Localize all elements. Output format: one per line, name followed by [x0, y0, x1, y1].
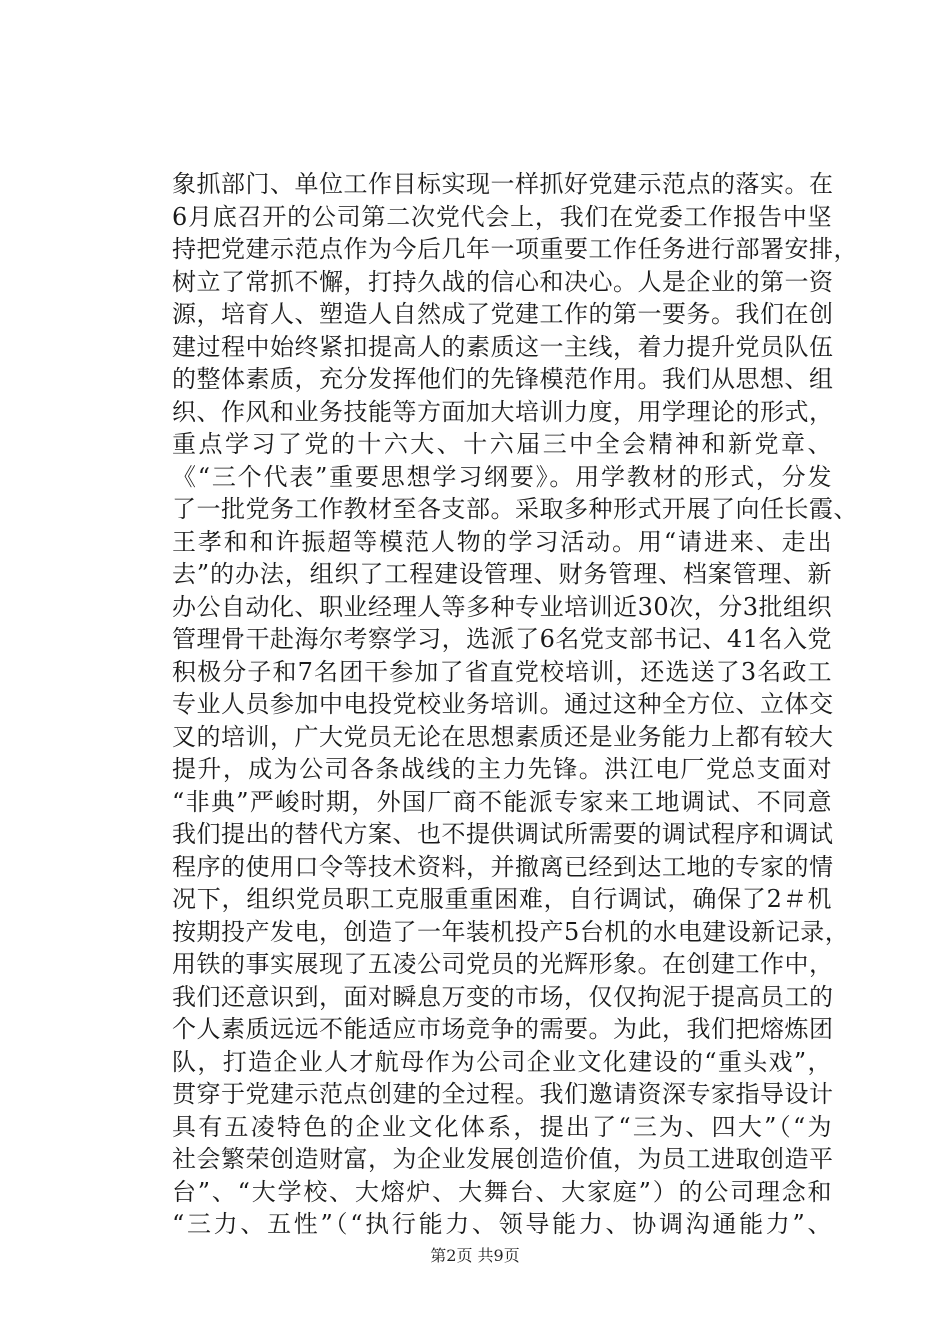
text-line: 况下，组织党员职工克服重重困难，自行调试，确保了2＃机 [172, 885, 832, 913]
text-line: 按期投产发电，创造了一年装机投产5台机的水电建设新记录， [172, 917, 850, 946]
text-line: 6月底召开的公司第二次党代会上，我们在党委工作报告中坚 [172, 202, 832, 231]
page-number-indicator: 第2页 共9页 [430, 1246, 520, 1265]
text-line: 办公自动化、职业经理人等多种专业培训近30次，分3批组织 [172, 592, 832, 621]
text-line: 社会繁荣创造财富，为企业发展创造价值，为员工进取创造平 [172, 1145, 834, 1173]
text-line: 积极分子和7名团干参加了省直党校培训，还选送了3名政工 [172, 657, 832, 686]
text-line: 具有五凌特色的企业文化体系，提出了“三为、四大”（“为 [172, 1112, 832, 1141]
text-line: 程序的使用口令等技术资料，并撤离已经到达工地的专家的情 [172, 852, 834, 881]
text-line: 去”的办法，组织了工程建设管理、财务管理、档案管理、新 [172, 560, 832, 588]
text-line: “非典”严峻时期，外国厂商不能派专家来工地调试、不同意 [172, 787, 832, 816]
text-line: 台”、“大学校、大熔炉、大舞台、大家庭”）的公司理念和 [172, 1177, 832, 1206]
text-line: 《“三个代表”重要思想学习纲要》。用学教材的形式，分发 [172, 462, 832, 491]
text-line: 叉的培训，广大党员无论在思想素质还是业务能力上都有较大 [172, 722, 834, 751]
text-line: 王孝和和许振超等模范人物的学习活动。用“请进来、走出 [172, 527, 832, 556]
text-line: 源，培育人、塑造人自然成了党建工作的第一要务。我们在创 [172, 300, 834, 328]
text-line: 树立了常抓不懈，打持久战的信心和决心。人是企业的第一资 [172, 267, 834, 296]
body-paragraph [172, 168, 858, 1241]
text-line: 贯穿于党建示范点创建的全过程。我们邀请资深专家指导设计 [172, 1080, 834, 1108]
text-line: 了一批党务工作教材至各支部。采取多种形式开展了向任长霞、 [172, 495, 858, 523]
text-line: “三力、五性”（“执行能力、领导能力、协调沟通能力”、 [172, 1210, 832, 1238]
text-line: 重点学习了党的十六大、十六届三中全会精神和新党章、 [172, 430, 832, 458]
text-line: 织、作风和业务技能等方面加大培训力度，用学理论的形式， [172, 397, 834, 426]
text-line: 我们还意识到，面对瞬息万变的市场，仅仅拘泥于提高员工的 [172, 982, 834, 1011]
text-line: 的整体素质，充分发挥他们的先锋模范作用。我们从思想、组 [172, 365, 834, 393]
text-line: 队，打造企业人才航母作为公司企业文化建设的“重头戏”， [172, 1047, 832, 1076]
page-footer [0, 1245, 950, 1267]
text-line: 用铁的事实展现了五凌公司党员的光辉形象。在创建工作中， [172, 950, 834, 978]
text-line: 建过程中始终紧扣提高人的素质这一主线，着力提升党员队伍 [172, 332, 834, 361]
text-line: 象抓部门、单位工作目标实现一样抓好党建示范点的落实。在 [172, 170, 834, 198]
text-line: 个人素质远远不能适应市场竞争的需要。为此，我们把熔炼团 [172, 1015, 834, 1043]
text-line: 管理骨干赴海尔考察学习，选派了6名党支部书记、41名入党 [172, 625, 832, 653]
text-line: 我们提出的替代方案、也不提供调试所需要的调试程序和调试 [172, 820, 834, 848]
text-line: 提升，成为公司各条战线的主力先锋。洪江电厂党总支面对 [172, 755, 832, 783]
text-line: 持把党建示范点作为今后几年一项重要工作任务进行部署安排， [172, 235, 858, 263]
text-line: 专业人员参加中电投党校业务培训。通过这种全方位、立体交 [172, 690, 834, 718]
